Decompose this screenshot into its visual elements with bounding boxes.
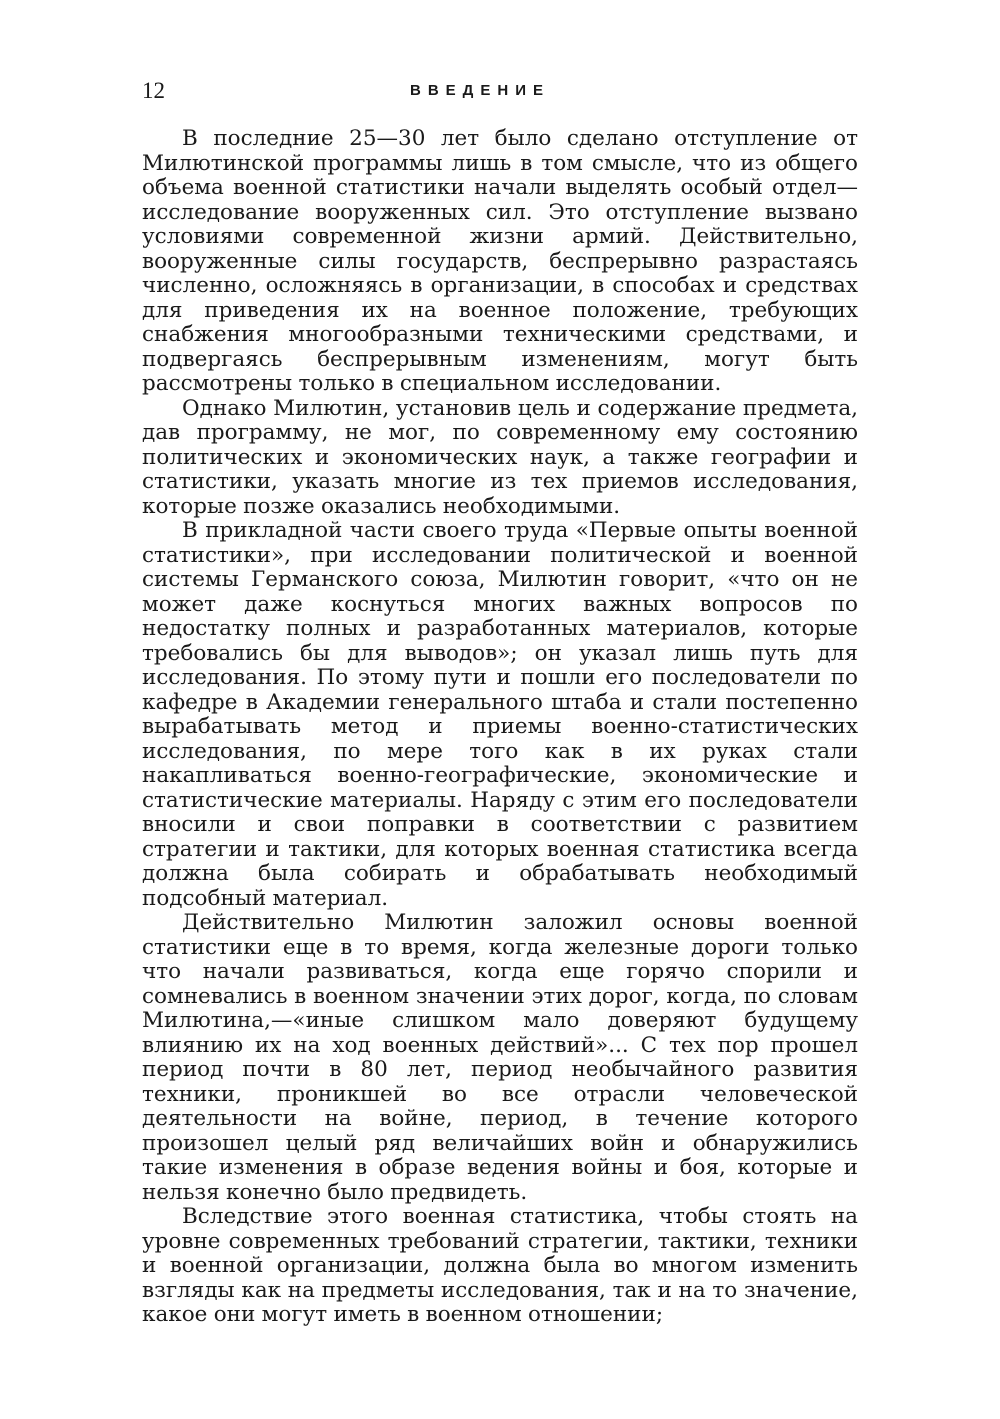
body-text [142, 127, 858, 1328]
running-head: ВВЕДЕНИЕ [410, 82, 550, 99]
paragraph-2: Однако Милютин, установив цель и содержание предмета, дав программу, не мог, по современному ему состоянию политических и экономических наук, а также географии и статистики, указать многие из тех приемов исследования, которые позже оказались необходимыми. [142, 395, 858, 519]
paragraph-1: В последние 25—30 лет было сделано отступление от Милютинской программы лишь в том смысле, что из общего объема военной статистики начали выделять особый отдел— исследование вооруженных сил. Это отступление вызвано условиями современной жизни армий. Действительно, вооруженные силы государств, беспрерывно разрастаясь численно, осложняясь в организации, в способах и средствах для приведения их на военное положение, требующих снабжения многообразными техническими средствами, и подвергаясь беспрерывным изменениям, могут быть рассмотрены только в специальном исследовании. [142, 126, 858, 396]
page-header [142, 78, 858, 110]
paragraph-5: Вследствие этого военная статистика, чтобы стоять на уровне современных требований стратегии, тактики, техники и военной организации, должна была во многом изменить взгляды как на предметы исследования, так и на то значение, какое они могут иметь в военном отношении; [142, 1204, 858, 1327]
page-number: 12 [142, 78, 165, 103]
paragraph-4: Действительно Милютин заложил основы военной статистики еще в то время, когда железные дороги только что начали развиваться, когда еще горячо спорили и сомневались в военном значении этих дорог, когда, по словам Милютина,—«иные слишком мало доверяют будущему влиянию их на ход военных действий»... С тех пор прошел период почти в 80 лет, период необычайного развития техники, проникшей во все отрасли человеческой деятельности на войне, период, в течение которого произошел целый ряд величайших войн и обнаружились такие изменения в образе ведения войны и боя, которые и нельзя конечно было предвидеть. [142, 910, 858, 1205]
paragraph-3: В прикладной части своего труда «Первые опыты военной статистики», при исследовании политической и военной системы Германского союза, Милютин говорит, «что он не может даже коснуться многих важных вопросов по недостатку полных и разработанных материалов, которые требовались бы для выводов»; он указал лишь путь для исследования. По этому пути и пошли его последователи по кафедре в Академии генерального штаба и стали постепенно вырабатывать метод и приемы военно-статистических исследования, по мере того как в их руках стали накапливаться военно-географические, экономические и статистические материалы. Наряду с этим его последователи вносили и свои поправки в соответствии с развитием стратегии и тактики, для которых военная статистика всегда должна была собирать и обрабатывать необходимый подсобный материал. [142, 518, 858, 911]
